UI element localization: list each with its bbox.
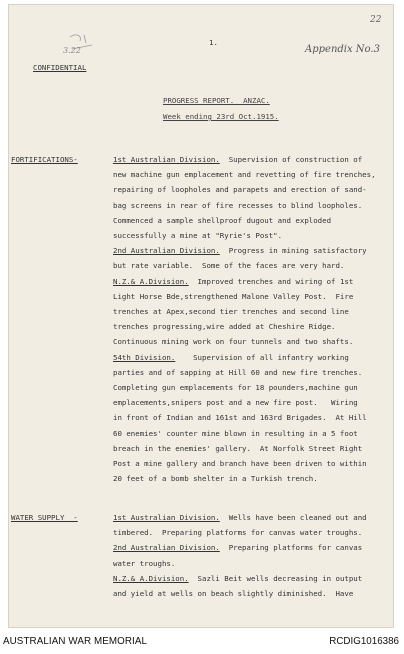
- body-line: [113, 201, 362, 210]
- body-line: [113, 459, 367, 468]
- line-text: trenches progressing,wire added at Cheshire Ridge.: [113, 322, 336, 332]
- line-text: successfully a mine at "Ryrie's Post".: [113, 231, 283, 240]
- line-text: 60 enemies' counter mine blown in resulting in a 5 foot: [113, 428, 358, 438]
- division-name: 2nd Australian Division.: [113, 246, 220, 256]
- division-name: 54th Division.: [113, 352, 176, 362]
- document-page: [8, 4, 394, 628]
- footer-record-id: RCDIG1016386: [329, 636, 399, 647]
- line-text: Continuous mining work on four tunnels and two shafts.: [113, 337, 354, 347]
- classification: CONFIDENTIAL: [33, 63, 87, 72]
- body-line: [113, 170, 376, 179]
- body-line: [113, 444, 362, 453]
- line-text: Supervision of all infantry working: [175, 352, 349, 362]
- line-text: emplacements,snipers post and a new fire post. Wiring: [113, 398, 358, 408]
- body-line: [113, 528, 362, 537]
- line-text: timbered. Preparing platforms for canvas water troughs.: [113, 528, 363, 538]
- division-name: N.Z.& A.Division.: [113, 573, 189, 583]
- line-text: water troughs.: [113, 558, 176, 568]
- body-line: [113, 368, 362, 377]
- line-text: Light Horse Bde,strengthened Malone Valley Post. Fire: [113, 291, 354, 301]
- division-name: 1st Australian Division.: [113, 155, 220, 164]
- body-line: [113, 246, 367, 255]
- body-line: [113, 589, 353, 598]
- section-heading: WATER SUPPLY -: [11, 513, 78, 522]
- folio-number: 22: [370, 15, 382, 25]
- footer-archive-name: AUSTRALIAN WAR MEMORIAL: [3, 636, 148, 647]
- line-text: breach in the enemies' gallery. At Norfolk Street Right: [113, 443, 363, 453]
- body-line: [113, 474, 318, 483]
- page-number: 1.: [209, 38, 218, 47]
- body-line: [113, 559, 175, 568]
- line-text: but rate variable. Some of the faces are very hard.: [113, 261, 345, 271]
- body-line: [113, 261, 344, 270]
- line-text: new machine gun emplacement and revetting of fire trenches,: [113, 170, 376, 180]
- line-text: in front of Indian and 161st and 163rd Brigades. At Hill: [113, 413, 367, 423]
- body-line: [113, 307, 349, 316]
- report-title: PROGRESS REPORT. ANZAC.: [163, 96, 270, 105]
- body-line: [113, 216, 331, 225]
- line-text: 20 feet of a bomb shelter in a Turkish trench.: [113, 474, 318, 484]
- body-line: [113, 383, 358, 392]
- body-line: [113, 543, 362, 552]
- body-line: [113, 574, 362, 583]
- line-text: and yield at wells on beach slightly diminished. Have: [113, 589, 354, 598]
- line-text: Improved trenches and wiring of 1st: [188, 276, 354, 286]
- body-line: [113, 513, 367, 522]
- body-line: [113, 292, 353, 301]
- line-text: Commenced a sample shellproof dugout and exploded: [113, 215, 332, 225]
- line-text: Supervision of construction of: [219, 155, 363, 164]
- body-line: [113, 322, 335, 331]
- body-line: [113, 185, 367, 194]
- body-line: [113, 353, 349, 362]
- appendix-annotation: Appendix No.3: [305, 44, 380, 55]
- line-text: Sazli Beit wells decreasing in output: [188, 573, 363, 583]
- division-name: 2nd Australian Division.: [113, 543, 220, 553]
- line-text: Preparing platforms for canvas: [219, 543, 363, 553]
- report-subtitle: Week ending 23rd Oct.1915.: [163, 112, 279, 121]
- division-name: N.Z.& A.Division.: [113, 276, 189, 286]
- section-heading: FORTIFICATIONS-: [11, 155, 78, 164]
- body-line: [113, 413, 367, 422]
- line-text: Wells have been cleaned out and: [219, 513, 367, 522]
- division-name: 1st Australian Division.: [113, 513, 220, 522]
- body-line: [113, 231, 282, 240]
- body-line: [113, 398, 358, 407]
- body-line: [113, 429, 358, 438]
- line-text: bag screens in rear of fire recesses to blind loopholes.: [113, 200, 363, 210]
- pencil-note: 3.22: [63, 46, 81, 55]
- line-text: repairing of loopholes and parapets and erection of sand-: [113, 185, 367, 195]
- body-line: [113, 277, 353, 286]
- line-text: Progress in mining satisfactory: [219, 246, 367, 256]
- body-line: [113, 337, 353, 346]
- line-text: trenches at Apex,second tier trenches and second line: [113, 307, 349, 316]
- body-line: [113, 155, 362, 164]
- line-text: parties and of sapping at Hill 60 and new fire trenches.: [113, 367, 363, 377]
- line-text: Completing gun emplacements for 18 pounders,machine gun: [113, 383, 358, 392]
- line-text: Post a mine gallery and branch have been driven to within: [113, 459, 367, 468]
